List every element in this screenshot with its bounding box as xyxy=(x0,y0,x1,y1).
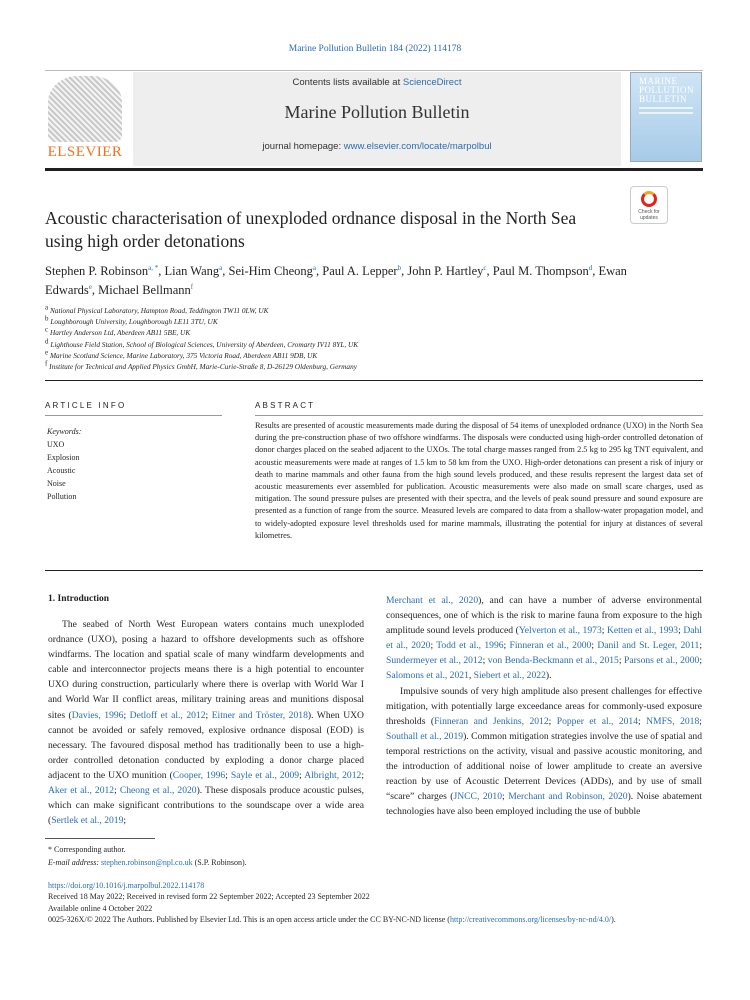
divider xyxy=(45,570,703,571)
author-separator: , xyxy=(158,264,165,278)
body-paragraph xyxy=(386,684,702,820)
body-text: ). When UXO cannot be avoided or safely removed, explosive ordnance disposal (EOD) is necessary. The favoured disposal method has traditionally been to use a high-order controlled detonation conducted by exploding a donor charge placed adjacent to the UXO munition ( xyxy=(48,709,364,781)
affiliation-text: Institute for Technical and Applied Physics GmbH, Marie-Curie-Straße 8, D-26129 Oldenburg, Germany xyxy=(49,362,357,372)
citation-link[interactable]: Sertlek et al., 2019 xyxy=(51,815,124,827)
author[interactable] xyxy=(165,264,223,278)
contents-prefix: Contents lists available at xyxy=(292,77,403,88)
affiliation xyxy=(45,361,685,372)
divider xyxy=(45,380,703,381)
body-text: ). xyxy=(545,670,552,682)
affiliation xyxy=(45,339,685,350)
affiliation xyxy=(45,305,685,316)
citation-link[interactable]: Danil and St. Leger, 2011 xyxy=(597,640,700,652)
citation-link[interactable]: Southall et al., 2019 xyxy=(386,730,464,742)
citation-link[interactable]: NMFS, 2018 xyxy=(646,715,700,727)
citation-link[interactable]: Detloff et al., 2012 xyxy=(129,709,206,721)
journal-citation[interactable]: Marine Pollution Bulletin 184 (2022) 114178 xyxy=(288,44,462,54)
affiliation-marker: b xyxy=(45,314,49,323)
citation-link[interactable]: Aker et al., 2012 xyxy=(48,785,115,797)
affiliation-marker: a xyxy=(45,303,49,312)
keywords-label: Keywords: xyxy=(47,427,82,436)
online-date: Available online 4 October 2022 xyxy=(48,903,153,913)
affiliation-text: National Physical Laboratory, Hampton Road, Teddington TW11 0LW, UK xyxy=(49,306,269,315)
check-updates-label: Check for updates xyxy=(638,209,660,221)
body-text: , xyxy=(468,670,474,682)
author-name[interactable]: Michael Bellmann xyxy=(98,283,191,297)
keyword: Acoustic xyxy=(47,466,76,475)
affiliation-marker: e xyxy=(45,348,49,357)
keyword: Noise xyxy=(47,479,66,488)
body-column-left xyxy=(48,617,364,828)
received-dates: Received 18 May 2022; Received in revised form 22 September 2022; Accepted 23 September 2022 xyxy=(48,892,370,902)
email-link[interactable]: stephen.robinson@npl.co.uk xyxy=(101,858,193,867)
citation-link[interactable]: Sayle et al., 2009 xyxy=(230,769,300,781)
affiliation-marker: f xyxy=(45,359,48,368)
journal-name: Marine Pollution Bulletin xyxy=(284,102,470,122)
citation-link[interactable]: JNCC, 2010 xyxy=(453,791,503,803)
footnote-rule xyxy=(45,838,155,839)
publisher-name: ELSEVIER xyxy=(47,144,123,160)
author-affiliation-marker[interactable]: e xyxy=(88,282,92,291)
license-text: 0025-326X/© 2022 The Authors. Published by Elsevier Ltd. This is an open access article under the CC BY-NC-ND license ( xyxy=(48,915,450,925)
body-column-right xyxy=(386,593,702,819)
citation-link[interactable]: Popper et al., 2014 xyxy=(556,715,639,727)
author-affiliation-marker[interactable]: a, * xyxy=(148,263,159,272)
divider xyxy=(45,415,222,416)
homepage-line xyxy=(133,141,621,152)
author[interactable] xyxy=(322,264,401,278)
affiliation xyxy=(45,316,685,327)
author-list xyxy=(45,262,645,300)
body-paragraph xyxy=(386,593,702,684)
author-name[interactable]: Paul M. Thompson xyxy=(492,264,589,278)
body-text: ; xyxy=(678,625,684,637)
body-text: Impulsive sounds of very high amplitude also present challenges for effective mitigation, with potentially large exceedance areas for commonly-used exposure thresholds ( xyxy=(386,685,702,727)
keyword: UXO xyxy=(47,440,65,449)
author-name[interactable]: Lian Wang xyxy=(164,264,220,278)
keyword: Explosion xyxy=(47,453,80,462)
body-text: ; xyxy=(638,715,647,727)
author-separator: , xyxy=(91,283,99,297)
keywords-block xyxy=(47,425,81,503)
citation-link[interactable]: von Benda-Beckmann et al., 2015 xyxy=(487,655,619,667)
body-text: ; xyxy=(225,769,231,781)
author-affiliation-marker[interactable]: d xyxy=(588,263,593,272)
author-name[interactable]: Ewan Edwards xyxy=(45,264,627,297)
citation-link[interactable]: Merchant et al., 2020 xyxy=(386,595,479,606)
author-separator: , xyxy=(592,264,599,278)
cover-title: MARINE POLLUTION BULLETIN xyxy=(639,76,694,104)
check-updates-icon xyxy=(641,191,657,207)
author[interactable] xyxy=(98,283,193,297)
body-text: ). These disposals produce acoustic pulses, which can make significant contributions to the soundscape over a wide area ( xyxy=(48,785,364,827)
author-affiliation-marker[interactable]: a xyxy=(219,263,223,272)
body-text: ; xyxy=(361,769,364,781)
doi-link[interactable]: https://doi.org/10.1016/j.marpolbul.2022.114178 xyxy=(48,881,205,890)
journal-banner xyxy=(133,72,621,166)
license-link[interactable]: http://creativecommons.org/licenses/by-nc-nd/4.0/ xyxy=(449,915,612,925)
author-separator: , xyxy=(486,264,493,278)
check-for-updates-button[interactable] xyxy=(630,186,668,224)
author-separator: , xyxy=(222,264,229,278)
affiliation xyxy=(45,350,685,361)
email-line xyxy=(48,856,247,869)
body-text: ; xyxy=(591,640,598,652)
body-text: ; xyxy=(548,715,557,727)
affiliation-list xyxy=(45,305,685,372)
citation-link[interactable]: Cheong et al., 2020 xyxy=(119,785,197,797)
affiliation-marker: c xyxy=(45,325,49,334)
citation-link[interactable]: Cooper, 1996 xyxy=(172,769,226,781)
author-name[interactable]: Sei-Him Cheong xyxy=(228,264,313,278)
abstract-heading: ABSTRACT xyxy=(255,401,316,410)
abstract-text: Results are presented of acoustic measurements made during the disposal of 54 items of unexploded ordnance (UXO) in the North Sea during the pre-construction phase of two offshore windfarms. The disposals were conducted using high-order controlled detonation of donor charges placed on the seabed adjacent to the UXOs. The total charge masses ranged from 2.5 kg to 295 kg TNT equivalent, and acoustic measurements were made at ranges of 1.5 km to 58 km from the UXO. High-order detonations can present a risk of injury or death to marine mammals and other fauna from the high sound levels produced, and these results represent the largest data set of acoustic measurements ever assembled for publication. Acoustic measurements were also made on small scare charges, used as mitigation. The sound pressure pulses are presented with their spectra, and the levels of peak sound pressure and sound exposure are presented as a function of range from the source. Measured levels are compared to data from a shallow-water propagation model, and to widely-adopted exposure level thresholds used for marine mammals, illustrating the potential for injury at distances of several kilometres. xyxy=(255,421,703,540)
author-affiliation-marker[interactable]: c xyxy=(483,263,487,272)
author-name[interactable]: Paul A. Lepper xyxy=(322,264,398,278)
author[interactable] xyxy=(493,264,592,278)
corresponding-author-note: * Corresponding author. xyxy=(48,845,126,854)
citation-link[interactable]: Parsons et al., 2000 xyxy=(624,655,700,667)
author[interactable] xyxy=(45,264,158,278)
email-suffix: (S.P. Robinson). xyxy=(192,858,247,867)
body-text: ; xyxy=(205,709,212,721)
body-text: ). Common mitigation strategies involve the use of spatial and temporal restrictions on the activity, visual and passive acoustic monitoring, and the introduction of additional noise of lower amplitude to create an aversive reaction by use of Acoustic Deterrent Devices (ADDs), and by use of small “scare” charges ( xyxy=(386,730,702,803)
license-end: ). xyxy=(611,915,616,925)
affiliation-text: Loughborough University, Loughborough LE11 3TU, UK xyxy=(50,317,218,327)
author[interactable] xyxy=(407,264,486,278)
affiliation-text: Marine Scotland Science, Marine Laboratory, 375 Victoria Road, Aberdeen AB11 9DB, UK xyxy=(49,350,318,360)
journal-cover[interactable] xyxy=(630,72,702,162)
citation-link[interactable]: Eitner and Tröster, 2018 xyxy=(211,709,308,721)
citation-link[interactable]: Salomons et al., 2021 xyxy=(386,670,469,682)
affiliation-text: Lighthouse Field Station, School of Biological Sciences, University of Aberdeen, Cromarty IV11 8YL, UK xyxy=(50,339,359,349)
body-paragraph xyxy=(48,617,364,828)
body-text: The seabed of North West European waters contains much unexploded ordnance (UXO), posing a hazard to offshore developments such as offshore windfarms. The location and spatial scale of many windfarm developments and cable and interconnector projects means there is a high potential to encounter UXO during construction, particularly where there is overlap with World War I and World War II conflict areas, military training areas and munitions disposal sites ( xyxy=(48,619,364,721)
body-text: ; xyxy=(123,815,127,827)
body-text: ), and can have a number of adverse environmental consequences, one of which is the risk to marine fauna from exposure to the high amplitude sound levels produced ( xyxy=(386,595,702,637)
citation-link[interactable]: Yelverton et al., 1973 xyxy=(518,625,602,637)
citation-link[interactable]: Finneran and Jenkins, 2012 xyxy=(434,715,549,727)
body-text: ; xyxy=(114,785,120,797)
keyword: Pollution xyxy=(47,492,77,501)
author[interactable] xyxy=(229,264,316,278)
license-line xyxy=(48,914,708,925)
body-text: ; xyxy=(699,655,702,667)
affiliation-text: Hartley Anderson Ltd, Aberdeen AB11 5BE, UK xyxy=(49,328,191,338)
body-text: ; xyxy=(503,640,510,652)
publisher-logo xyxy=(45,76,125,162)
sciencedirect-link[interactable]: ScienceDirect xyxy=(402,77,462,88)
body-text: ; xyxy=(430,640,437,652)
section-heading: 1. Introduction xyxy=(48,594,110,604)
divider xyxy=(255,415,703,416)
footnote xyxy=(48,843,247,869)
article-title: Acoustic characterisation of unexploded ordnance disposal in the North Sea using high order detonations xyxy=(45,208,577,251)
affiliation xyxy=(45,327,685,338)
citation-link[interactable]: Siebert et al., 2022 xyxy=(473,670,546,682)
affiliation-marker: d xyxy=(45,337,49,346)
body-text: ; xyxy=(699,715,702,727)
contents-line xyxy=(133,77,621,88)
body-text: ; xyxy=(618,655,625,667)
author-affiliation-marker[interactable]: a xyxy=(312,263,316,272)
email-label: E-mail address: xyxy=(48,858,102,867)
citation-link[interactable]: Albright, 2012 xyxy=(304,769,362,781)
author-separator: , xyxy=(401,264,408,278)
body-text: ). Noise abatement technologies have also been employed including the use of bubble xyxy=(386,791,702,818)
citation-link[interactable]: Dahl et al., 2020 xyxy=(386,625,702,652)
homepage-prefix: journal homepage: xyxy=(262,141,344,152)
publication-info xyxy=(48,880,708,926)
author-separator: , xyxy=(316,264,323,278)
author-affiliation-marker[interactable]: f xyxy=(190,282,194,291)
body-text: ; xyxy=(482,655,488,667)
body-text: ; xyxy=(123,709,130,721)
header-rule xyxy=(45,168,703,171)
citation-link[interactable]: Sundermeyer et al., 2012 xyxy=(386,655,483,667)
author-name[interactable]: John P. Hartley xyxy=(407,264,484,278)
body-text: ; xyxy=(502,791,509,803)
citation-link[interactable]: Davies, 1996 xyxy=(71,709,124,721)
body-text: ; xyxy=(601,625,607,637)
body-text: ; xyxy=(699,640,702,652)
citation-link[interactable]: Finneran et al., 2000 xyxy=(509,640,592,652)
article-info-heading: ARTICLE INFO xyxy=(45,401,127,410)
author-name[interactable]: Stephen P. Robinson xyxy=(45,264,149,278)
body-text: ; xyxy=(299,769,305,781)
author-affiliation-marker[interactable]: b xyxy=(397,263,402,272)
citation-link[interactable]: Todd et al., 1996 xyxy=(436,640,504,652)
tree-logo-icon xyxy=(48,76,122,142)
homepage-link[interactable]: www.elsevier.com/locate/marpolbul xyxy=(343,141,492,152)
citation-link[interactable]: Ketten et al., 1993 xyxy=(606,625,679,637)
citation-link[interactable]: Merchant and Robinson, 2020 xyxy=(508,791,628,803)
